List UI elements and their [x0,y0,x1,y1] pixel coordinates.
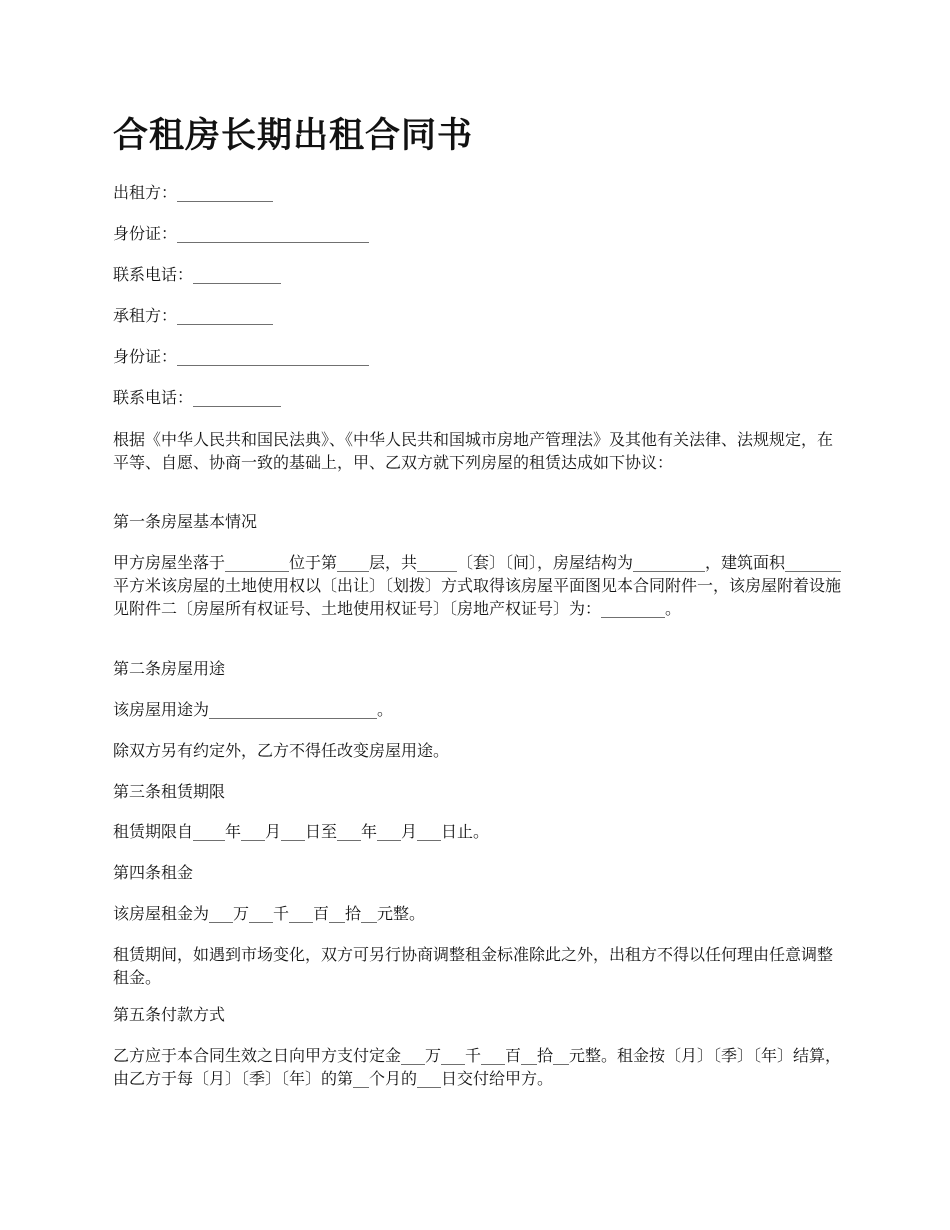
section-paragraph: 除双方另有约定外，乙方不得任改变房屋用途。 [113,741,450,760]
lessor-id-field: 身份证：________________________ [113,224,370,243]
section-paragraph: 乙方应于本合同生效之日向甲方支付定金___万___千___百__拾__元整。租金按〔月〕〔季〕〔年〕结算，由乙方于每〔月〕〔季〕〔年〕的第__个月的___日交付给甲方。 [113,1046,842,1088]
lessee-field: 承租方：____________ [113,306,274,325]
section-heading: 第一条房屋基本情况 [113,512,258,531]
section-heading: 第二条房屋用途 [113,659,226,678]
section-heading: 第五条付款方式 [113,1005,226,1024]
lessee-phone-field: 联系电话：___________ [113,388,282,407]
section-paragraph: 租赁期限自____年___月___日至___年___月___日止。 [113,822,490,841]
document-title: 合租房长期出租合同书 [113,116,474,156]
section-heading: 第四条租金 [113,863,194,882]
lessor-field: 出租方：____________ [113,183,274,202]
section-paragraph: 该房屋租金为___万___千___百__拾__元整。 [113,904,426,923]
section-paragraph: 该房屋用途为_____________________。 [113,700,394,719]
section-paragraph: 甲方房屋坐落于________位于第____层，共_____〔套〕〔间〕，房屋结构为_________，建筑面积_______平方米该房屋的土地使用权以〔出让〕〔划拨〕方式取得该房屋平面图见本合同附件一，该房屋附着设施见附件二〔房屋所有权证号、土地使用权证号〕〔房地产权证号〕为：________。 [113,553,842,618]
section-paragraph: 租赁期间，如遇到市场变化，双方可另行协商调整租金标准除此之外，出租方不得以任何理由任意调整租金。 [113,945,834,987]
preamble-paragraph: 根据《中华人民共和国民法典》、《中华人民共和国城市房地产管理法》及其他有关法律、法规规定，在平等、自愿、协商一致的基础上，甲、乙双方就下列房屋的租赁达成如下协议： [113,430,834,472]
section-heading: 第三条租赁期限 [113,782,226,801]
lessor-phone-field: 联系电话：___________ [113,265,282,284]
lessee-id-field: 身份证：________________________ [113,347,370,366]
